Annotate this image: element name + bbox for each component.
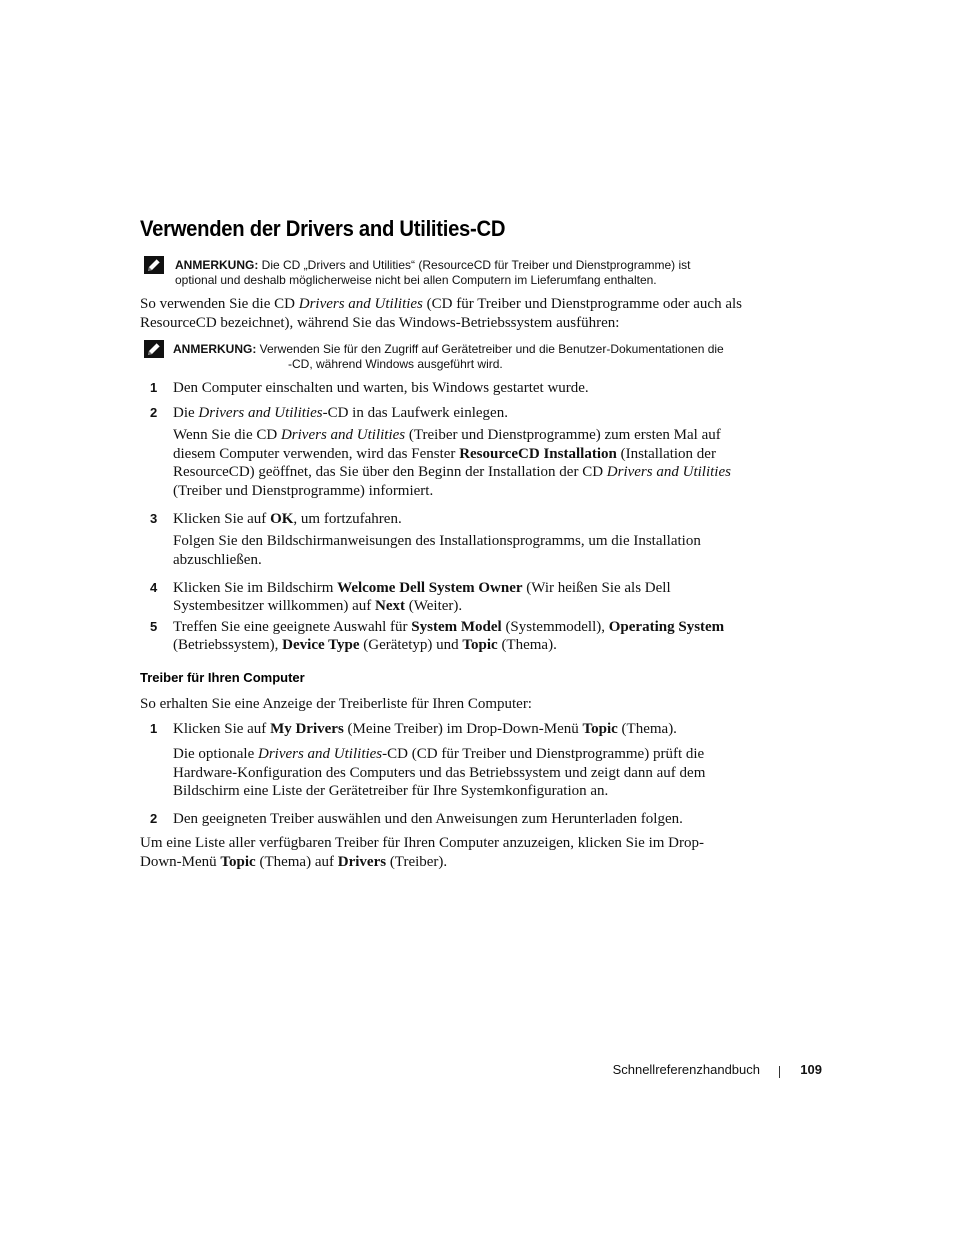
closing-paragraph: Um eine Liste aller verfügbaren Treiber für Ihren Computer anzuzeigen, klicken Sie im Drop-Down-Menü Topic (Thema) auf Drivers (Treiber). <box>140 835 704 870</box>
note-box-1 <box>140 256 760 290</box>
intro-paragraph-2: So erhalten Sie eine Anzeige der Treiberliste für Ihren Computer: <box>140 696 532 712</box>
footer-title: Schnellreferenzhandbuch <box>612 1062 760 1077</box>
step-detail: Folgen Sie den Bildschirmanweisungen des Installationsprogramms, um die Installation abzuschließen. <box>173 533 701 568</box>
step-number: 5 <box>150 619 158 634</box>
step-detail: Wenn Sie die CD Drivers and Utilities (Treiber und Dienstprogramme) zum ersten Mal auf diesem Computer verwenden, wird das Fenster ResourceCD Installation (Installation der ResourceCD) geöffnet, das Sie über den Beginn der Installation der CD Drivers and Utilities (Treiber und Dienstprogramme) informiert. <box>173 427 731 499</box>
intro-paragraph: So verwenden Sie die CD Drivers and Utilities (CD für Treiber und Dienstprogramme oder auch als ResourceCD bezeichnet), während Sie das Windows-Betriebssystem ausführen: <box>140 296 743 331</box>
step-number: 4 <box>150 580 158 595</box>
page-footer <box>560 1062 822 1082</box>
step-number: 1 <box>150 721 158 736</box>
step-number: 2 <box>150 405 158 420</box>
footer-divider <box>779 1066 780 1078</box>
step-number: 2 <box>150 811 158 826</box>
note-label: ANMERKUNG: <box>173 342 257 356</box>
note-pencil-icon <box>144 256 164 274</box>
note-text-1: ANMERKUNG: Die CD „Drivers and Utilities“ (ResourceCD für Treiber und Dienstprogramme) ist optional und deshalb möglicherweise nicht bei allen Computern im Lieferumfang enthalten. <box>175 258 691 287</box>
section-heading: Verwenden der Drivers and Utilities-CD <box>140 216 506 241</box>
step-number: 1 <box>150 380 158 395</box>
note-box-2 <box>140 340 760 374</box>
step-detail: Die optionale Drivers and Utilities-CD (CD für Treiber und Dienstprogramme) prüft die Hardware-Konfiguration des Computers und das Betriebssystem und zeigt dann auf dem Bildschirm eine Liste der Gerätetreiber für Ihre Systemkonfiguration an. <box>173 746 706 799</box>
page-number: 109 <box>800 1062 822 1077</box>
subsection-heading: Treiber für Ihren Computer <box>140 670 305 685</box>
step-number: 3 <box>150 511 158 526</box>
note-pencil-icon <box>144 340 164 358</box>
note-label: ANMERKUNG: <box>175 258 259 272</box>
note-text-2: ANMERKUNG: Verwenden Sie für den Zugriff auf Gerätetreiber und die Benutzer-Dokumentationen die -CD, während Windows ausgeführt wird. <box>173 342 724 371</box>
